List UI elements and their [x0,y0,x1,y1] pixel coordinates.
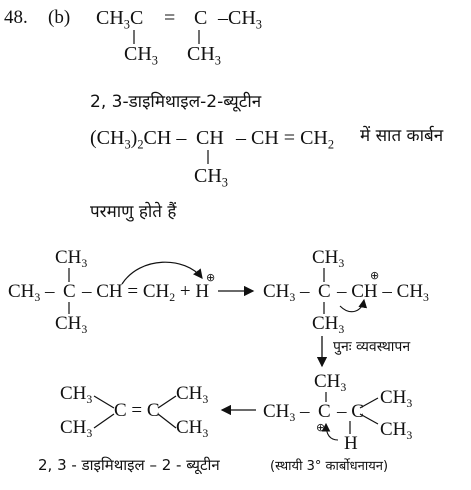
question-number: 48. [4,7,28,28]
h-positive-charge: ⊕ [206,271,216,284]
mech-cation-center: C [318,281,331,302]
mech-tertiary-right-top: $CH_3$ [380,387,413,411]
product-bond-rb [158,414,176,428]
mech-reactant-right: – CH = $CH_2 + H$ [82,281,210,305]
mech-tertiary-left: $CH_3$ – [263,401,310,425]
reactant-text: में सात कार्बन [360,126,444,146]
migrating-hydrogen: H [344,433,358,454]
reactant-center: CH [196,127,224,149]
mech-reactant-top: $CH_3$ [55,247,88,271]
deprotonation-arrow [326,424,338,440]
answer-branch-left: $CH_3$ [124,43,158,68]
mech-cation-right: – CH – $CH_3$ [337,281,429,305]
rearrangement-label: पुनः व्यवस्थापन [333,339,411,355]
product-bond-rt [158,396,176,408]
product-ch3-lt: $CH_3$ [60,383,93,407]
product-ch3-lb: $CH_3$ [60,417,93,441]
answer-branch-right: $CH_3$ [187,43,221,68]
atoms-line: परमाणु होते हैं [90,202,177,222]
tertiary-charge: ⊕ [316,421,326,434]
mech-cation-bottom: $CH_3$ [312,313,345,337]
answer-option: (b) [48,7,71,28]
product-bond-lb [94,414,114,428]
mech-tertiary-right-bottom: $CH_3$ [380,419,413,443]
mech-tertiary-rt-bond [360,398,378,408]
mech-cation-top: $CH_3$ [312,247,345,271]
product-name: 2, 3-डाइमिथाइल-2-ब्यूटीन [90,92,262,112]
final-product-name: 2, 3 - डाइमिथाइल – 2 - ब्यूटीन [38,456,220,474]
mech-cation-left: $CH_3$ – [263,281,310,305]
mech-reactant-bottom: $CH_3$ [55,313,88,337]
product-double-bond: C = C [114,400,160,421]
answer-chain-left: $CH_3C$ [96,7,144,32]
reactant-formula-end: – CH = $CH_2$ [236,127,335,152]
mech-tertiary-center: C [318,401,331,422]
tertiary-label: (स्थायी 3° कार्बोधनायन) [270,459,389,474]
answer-double-bond: = [164,7,176,29]
mech-reactant-center: C [63,281,76,302]
mech-tertiary-right: – C [337,401,364,422]
electron-arrow [122,262,202,284]
product-ch3-rb: $CH_3$ [176,417,209,441]
hydride-shift-arrow [340,300,364,312]
cation-charge: ⊕ [370,269,380,282]
product-ch3-rt: $CH_3$ [176,383,209,407]
answer-chain-right: $-CH_3$ [218,7,262,32]
reactant-formula-start: $(CH_3)_2CH$ – [90,127,187,152]
product-bond-lt [94,396,114,408]
mech-tertiary-rb-bond [360,414,378,424]
mech-tertiary-top: $CH_3$ [314,371,347,395]
reactant-branch: $CH_3$ [194,165,228,190]
answer-chain-center: C [194,7,208,29]
mech-reactant-left: $CH_3$ – [8,281,55,305]
